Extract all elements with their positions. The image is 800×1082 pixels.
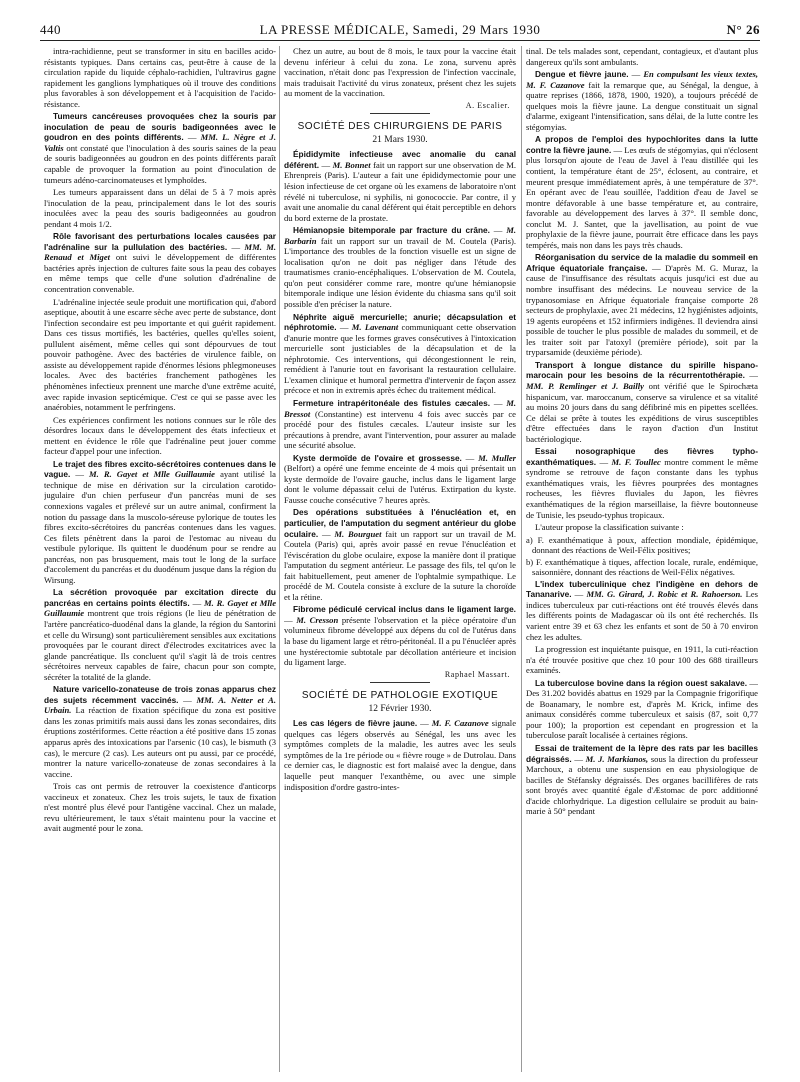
issue-number: N° 26 <box>726 22 760 37</box>
session-date: 21 Mars 1930. <box>372 134 428 145</box>
paragraph-text: La progression est inquiétante puisque, en 1911, la cuti-réaction n'a été trouvée positive que chez 10 pour 100 des 688 tirailleurs examinés. <box>526 644 758 676</box>
body-paragraph <box>284 46 516 99</box>
signature: A. Escalier. <box>465 100 510 110</box>
abstract-paragraph: Nature varicello-zonateuse de trois zonas apparus chez des sujets récemment vaccinés. — MM. A. Netter et A. Urbain. La réaction de fixation spécifique du zona est positive dans les zonas primitifs mais aussi dans les zonas secondaires, dits éruptions zostériformes. Cette réaction a été positive dans 15 zonas apparus après des intoxications par l'arsenic (10 cas), le bismuth (3 cas), le mercure (2 cas). Les auteurs ont pu aussi, par ce procédé, montrer la nature varicello-zonateuse de zonas secondaires à la vaccine. <box>44 684 276 779</box>
abstract-title: Réorganisation du service de la maladie du sommeil en Afrique équatoriale française. <box>526 252 758 273</box>
abstract-title: Dengue et fièvre jaune. <box>535 69 629 80</box>
abstract-paragraph: Hémianopsie bitemporale par fracture du crâne. — M. Barbarin fait un rapport sur un travail de M. Coutela (Paris). L'importance des troubles de la fonction visuelle est un signe de localisation qu'on ne doit pas négliger dans l'étude des traumatismes cranio-encéphaliques. L'observation de M. Coutela, qu'on peut considérer comme rare, montre qu'une hémianopsie bitemporale indique une lésion évidente du chiasma sans qu'il soit possible d'en préciser la nature. <box>284 225 516 310</box>
paragraph-text: ayant utilisé la technique de mise en dérivation sur la circulation carotido-jugulaire d'un chien perfuseur d'un pancréas muni de ses connexions vagales et prélevé sur un autre animal, confirment la notion du passage dans la muscolo-séreuse pylorique de toutes les fibres excito-sécrétoires du pancréas contenues dans les vagues. Ces filets pénètrent dans la paroi de l'estomac au niveau du vestibule pylorique. Ils quittent le duodénum pour se rendre au pancréas, non pas brusquement, mais tout le long de la surface d'accolement du pancréas et du duodénum jusque dans la région du Wirsung. <box>44 469 276 585</box>
abstract-paragraph: Tumeurs cancéreuses provoquées chez la souris par inoculation de peau de souris badigeonnées avec le goudron en des points différents. — MM. L. Nègre et J. Valtis ont constaté que l'inoculation à des souris saines de la peau de souris badigeonnées au goudron en des points différents paraît capable de provoquer la formation au point d'inoculation de tumeurs adéno-carcinomateuses et lymphoïdes. <box>44 111 276 185</box>
signature: Raphael Massart. <box>444 669 510 679</box>
abstract-paragraph: La tuberculose bovine dans la région ouest sakalave. — Des 31.202 bovidés abattus en 1929 par la Compagnie frigorifique de Boanamary, le nombre est, d'après M. Krick, infime des animaux considérés comme tuberculeux et saisis (87, soit 0,77 pour 100); la proportion est cependant en progression et la tuberculose paraît localisée à certaines régions. <box>526 677 758 741</box>
abstract-paragraph: A propos de l'emploi des hypochlorites dans la lutte contre la fièvre jaune. — Les œufs de stégomyias, qui n'éclosent plus lorsqu'on ajoute de l'eau de Javel à l'eau distillée qui les contient, la température étant de 25°, éclosent, au contraire, et meurent presque immédiatement après, à une température de 37°. En opérant avec de l'eau souillée, l'addition d'eau de Javel se montre défavorable à une basse température et, au contraire, favorable au développement des larves à 37°. Il semble donc, conclut M. J. Santet, que la javellisation, au point de vue prophylaxie de la fièvre jaune, pourrait être efficace dans les pays tempérés, mais non dans les pays très chauds. <box>526 134 758 250</box>
abstract-paragraph: La sécrétion provoquée par excitation directe du pancréas en certains points électifs. — M. R. Gayet et Mlle Guillaumie montrent que trois régions (le lieu de pénétration de l'artère pancréatico-duodénal dans la glande, la région du Santorini et celle du Wirsung) sont particulièrement sensibles aux excitations provoquées par le courant direct d'électrodes excitatrices avec la glande pancréatique. Ils concluent qu'il s'agit là de trois centres sécrétoires nerveux capables de faire, chacun pour son compte, sécréter la totalité de la glande. <box>44 587 276 682</box>
abstract-authors: M. Bonnet <box>332 159 371 170</box>
abstract-title: L'index tuberculinique chez l'indigène en dehors de Tananarive. <box>526 578 758 600</box>
body-paragraph <box>526 557 758 578</box>
abstract-title: Hémianopsie bitemporale par fracture du crâne. <box>293 225 490 236</box>
society-heading: SOCIÉTÉ DES CHIRURGIENS DE PARIS <box>297 121 503 133</box>
body-paragraph <box>44 187 276 229</box>
abstract-authors: En compulsant les vieux textes, M. F. Cazanove <box>526 69 758 90</box>
running-header <box>40 22 760 40</box>
paragraph-text: Les tumeurs apparaissent dans un délai de 5 à 7 mois après l'inoculation de la peau, principalement dans le lot des souris inoculées avec la peau des souris badigeonnées au goudron pendant 4 mois 1/2. <box>44 187 276 229</box>
abstract-paragraph: Les cas légers de fièvre jaune. — M. F. Cazanove signale quelques cas légers observés au Sénégal, les uns avec les symptômes complets de la maladie, les autres avec les seuls symptômes de la 1re période ou « fièvre rouge » de Dutrolau. Dans ce dernier cas, le diagnostic est fort malaisé avec la dengue, dans laquelle peut manquer l'exanthème, ou avec une simple indisposition d'ordre gastro-intes- <box>284 718 516 792</box>
paragraph-text: communiquant cette observation d'anurie montre que les formes graves consécutives à l'intoxication mercurielle sont justiciables de la décapsulation et de la néphrotomie. Ces interventions, qui décongestionnent le rein, remédient à l'anurie tout en favorisant la restauration cellulaire. L'examen clinique et humoral permettra d'intervenir de façon assez précoce et non in extremis après échec du traitement médical. <box>284 322 516 396</box>
column-2 <box>284 46 516 1074</box>
abstract-title: Fermeture intrapéritonéale des fistules cæcales. <box>293 397 491 408</box>
abstract-authors: M. F. Toullec <box>611 456 661 467</box>
paragraph-text: Les indices tuberculeux par cuti-réactions ont été trouvés élevés dans les différents points de Madagascar où ils ont été recherchés. Ils varient entre 39 et 63 chez les enfants et sont de 50 à 70 environ chez les adultes. <box>526 589 758 642</box>
abstract-authors: M. R. Gayet et Mlle Guillaumie <box>44 597 276 619</box>
paragraph-text: fait la remarque que, au Sénégal, la dengue, à quatre reprises (1866, 1878, 1900, 1920), a toujours précédé de quelques mois la fièvre jaune. La dengue constituait un signal d'alarme, exigeant l'intensification, sans délai, de la lutte contre les stégomyias. <box>526 79 758 132</box>
section-divider <box>370 682 430 683</box>
body-paragraph <box>44 297 276 413</box>
paragraph-text: b) F. exanthématique à tiques, affection locale, rurale, endémique, saisonnière, donnant des réactions de Weil-Félix négatives. <box>526 556 758 578</box>
abstract-paragraph: Essai de traitement de la lèpre des rats par les bacilles dégraissés. — M. J. Markianos, sous la direction du professeur Marchoux, a obtenu une suspension en eau physiologique de bacilles de Stéfansky dégraissés. Des organes bacillifères de rats sont broyés avec quantité égale d'Æstomac de porc additionné d'acide chlorhydrique. La digestion cellulaire se produit au bain-marie à 50° pendant <box>526 743 758 817</box>
abstract-paragraph: Kyste dermoïde de l'ovaire et grossesse. — M. Muller (Belfort) a opéré une femme enceinte de 4 mois qui présentait un kyste dermoïde de l'ovaire gauche, inclus dans le ligament large dont le volume dépassait celui de l'utérus. Extirpation du kyste. Fausse couche consécutive 7 heures après. <box>284 452 516 505</box>
abstract-title: Nature varicello-zonateuse de trois zonas apparus chez des sujets récemment vaccinés. <box>44 684 276 705</box>
paragraph-text: L'auteur propose la classification suivante : <box>535 522 684 533</box>
abstract-title: Transport à longue distance du spirille hispano-marocain pour les besoins de la récurrentothérapie. <box>526 359 758 381</box>
body-paragraph <box>44 415 276 457</box>
abstract-title: A propos de l'emploi des hypochlorites dans la lutte contre la fièvre jaune. <box>526 134 758 155</box>
paragraph-text: Des 31.202 bovidés abattus en 1929 par la Compagnie frigorifique de Boanamary, le nombre est, d'après M. Krick, infime des animaux considérés comme tuberculeux et saisis (87, soit 0,77 pour 100); la proportion est cependant en progression et la tuberculose paraît localisée à certaines régions. <box>526 688 758 741</box>
abstract-title: Tumeurs cancéreuses provoquées chez la souris par inoculation de peau de souris badigeonnées avec le goudron en des points différents. <box>44 111 276 143</box>
abstract-title: Essai nosographique des fièvres typho-exanthématiques. <box>526 446 758 467</box>
abstract-authors: MM. A. Netter et A. Urbain. <box>44 694 276 716</box>
abstract-authors: M. Bressot <box>284 397 516 419</box>
paragraph-text: ont constaté que l'inoculation à des souris saines de la peau de souris badigeonnées au goudron en des points différents paraît capable de provoquer la formation au point d'inoculation de tumeurs adéno-carcinomateuses et lymphoïdes. <box>44 142 276 185</box>
abstract-title: La tuberculose bovine dans la région ouest sakalave. <box>535 677 747 688</box>
abstract-title: La sécrétion provoquée par excitation directe du pancréas en certains points électifs. <box>44 587 276 608</box>
abstract-authors: MM. P. Remlinger et J. Bailly <box>526 380 644 391</box>
body-paragraph <box>526 46 758 67</box>
abstract-authors: MM. L. Nègre et J. Valtis <box>44 132 276 153</box>
paragraph-text: La réaction de fixation spécifique du zona est positive dans les zonas primitifs mais aussi dans les zonas secondaires, dits éruptions zostériformes. Cette réaction a été positive dans 15 zonas apparus après des intoxications par l'arsenic (10 cas), le bismuth (3 cas), le mercure (2 cas). Les auteurs ont pu aussi, par ce procédé, montrer la nature varicello-zonateuse de zonas secondaires à la vaccine. <box>44 705 276 779</box>
abstract-paragraph: Des opérations substituées à l'énucléation et, en particulier, de l'amputation du segment antérieur du globe oculaire. — M. Bourguet fait un rapport sur un travail de M. Coutela (Paris) qui, après avoir passé en revue l'énucléation et l'éviscération du globe oculaire, expose la manière dont il pratique l'amputation du segment antérieur. Le passage des fils, tel qu'on le fait habituellement, peut amener de l'ophtalmie sympathique. Le procédé de M. Coutela consiste à exclure de la suture la choroïde et la rétine. <box>284 507 516 602</box>
body-paragraph <box>526 644 758 676</box>
abstract-title: Le trajet des fibres excito-sécrétoires contenues dans le vague. <box>44 458 276 480</box>
body-paragraph <box>526 535 758 556</box>
journal-title: LA PRESSE MÉDICALE, Samedi, 29 Mars 1930 <box>259 22 541 37</box>
abstract-paragraph: Fibrome pédiculé cervical inclus dans le ligament large. — M. Cresson présente l'observation et la pièce opératoire d'un volumineux fibrome développé aux dépens du col de l'utérus dans la base du ligament large et rétro-péritonéal. Il a pu l'énucléer après une hystérectomie subtotale par décollation antérieure et incision du ligament large. <box>284 604 516 668</box>
body-paragraph <box>44 46 276 109</box>
paragraph-text: (Constantine) est intervenu 4 fois avec succès par ce procédé pour des fistules cæcales. L'auteur insiste sur les précautions à prendre, avant l'intervention, pour assurer au malade une sécurité absolue. <box>284 408 516 451</box>
paragraph-text: fait un rapport sur un travail de M. Coutela (Paris). L'importance des troubles de la fonction visuelle est un signe de localisation qu'on ne doit pas négliger dans l'étude des traumatismes cranio-encéphaliques. L'observation de M. Coutela, qu'on peut considérer comme rare, montre qu'une hémianopsie bitemporale indique une lésion évidente du chiasma sans qu'il soit possible d'en préciser la nature. <box>284 235 516 310</box>
paragraph-text: fait un rapport sur une observation de M. Ehrenpreis (Paris). L'auteur a fait une épididymectomie pour une lésion infectieuse de cet organe où les examens de laboratoire n'ont révélé ni tuberculose, ni syphilis, ni gonococcie. Par contre, il y avait une anomalie du canal déférent qui était perceptible en dehors du bord externe de la prostate. <box>284 159 516 223</box>
abstract-authors: M. Lavenant <box>351 322 399 333</box>
abstract-paragraph: Dengue et fièvre jaune. — En compulsant les vieux textes, M. F. Cazanove fait la remarque que, au Sénégal, la dengue, à quatre reprises (1866, 1878, 1900, 1920), a toujours précédé de quelques mois la fièvre jaune. La dengue constituait un signal d'alarme, exigeant l'intensification, sans délai, de la lutte contre les stégomyias. <box>526 69 758 132</box>
paragraph-text: fait un rapport sur un travail de M. Coutela (Paris) qui, après avoir passé en revue l'énucléation et l'éviscération du globe oculaire, expose la manière dont il pratique l'amputation du segment antérieur. Le passage des fils, tel qu'on le fait habituellement, peut amener de l'ophtalmie sympathique. Le procédé de M. Coutela consiste à exclure de la suture la choroïde et la rétine. <box>284 528 516 602</box>
paragraph-text: présente l'observation et la pièce opératoire d'un volumineux fibrome développé aux dépens du col de l'utérus dans la base du ligament large et rétro-péritonéal. Il a pu l'énucléer après une hystérectomie subtotale par décollation antérieure et incision du ligament large. <box>284 614 516 668</box>
paragraph-text: Les œufs de stégomyias, qui n'éclosent plus lorsqu'on ajoute de l'eau de Javel à l'eau distillée qui les contient, la température étant de 25°, éclosent, au contraire, et meurent presque immédiatement après, à une température de 37°. En opérant avec de l'eau souillée, l'addition d'eau de Javel se montre défavorable à une basse température et, au contraire, favorable au développement des larves à 37°. Il semble donc, conclut M. J. Santet, que la javellisation, au point de vue prophylaxie de la fièvre jaune, pourrait être efficace dans les pays tempérés, mais non dans les pays très chauds. <box>526 144 758 250</box>
abstract-authors: MM. G. Girard, J. Robic et R. Rahoerson. <box>586 589 743 600</box>
abstract-paragraph: Le trajet des fibres excito-sécrétoires contenues dans le vague. — M. R. Gayet et Mlle Guillaumie ayant utilisé la technique de mise en dérivation sur la circulation carotido-jugulaire d'un chien perfuseur d'un pancréas muni de ses connexions vagales et prélevé sur un autre animal, confirment la notion du passage dans la muscolo-séreuse pylorique de toutes les fibres excito-sécrétoires du pancréas contenues dans les vagues. Ces filets pénètrent dans la paroi de l'estomac au niveau du vestibule pylorique. Ils quittent le duodénum pour se rendre au pancréas, non pas brusquement, mais tout le long de la surface d'accolement du pancréas et du duodénum jusque dans la région du Wirsung. <box>44 458 276 585</box>
paragraph-text: (Belfort) a opéré une femme enceinte de 4 mois qui présentait un kyste dermoïde de l'ovaire gauche, inclus dans le ligament large dont le volume dépassait celui de l'utérus. Extirpation du kyste. Fausse couche consécutive 7 heures après. <box>284 463 516 505</box>
paragraph-text: sous la direction du professeur Marchoux, a obtenu une suspension en eau physiologique de bacilles de Stéfansky dégraissés. Des organes bacillifères de rats sont broyés avec quantité égale d'Æstomac de porc additionné d'acide chlorhydrique. La digestion cellulaire se produit au bain-marie à 50° pendant <box>526 753 758 817</box>
body-paragraph <box>44 781 276 834</box>
abstract-title: Néphrite aiguë mercurielle; anurie; décapsulation et néphrotomie. <box>284 311 516 333</box>
paragraph-text: a) F. exanthématique à poux, affection mondiale, épidémique, donnant des réactions de Weil-Félix positives; <box>526 534 758 556</box>
abstract-paragraph: Rôle favorisant des perturbations locales causées par l'adrénaline sur la pullulation des bactéries. — MM. M. Renaud et Miget ont suivi le développement de différentes bactéries après injection de cultures faite sous la peau des cobayes en même temps que celle d'une solution d'adrénaline de concentration convenable. <box>44 231 276 295</box>
abstract-paragraph: Essai nosographique des fièvres typho-exanthématiques. — M. F. Toullec montre comment le même syndrome se retrouve de façon constante dans les typhus exanthématiques vrais, les fièvres pourprées des montagnes rocheuses, les fièvres fluviales du Japon, les fièvres exanthématiques de la région marseillaise, la fièvre boutonneuse de Tunisie, les pseudo-typhus tropicaux. <box>526 446 758 520</box>
abstract-paragraph: L'index tuberculinique chez l'indigène en dehors de Tananarive. — MM. G. Girard, J. Robic et R. Rahoerson. Les indices tuberculeux par cuti-réactions ont été trouvés élevés dans les différents points de Madagascar où ils ont été recherchés. Ils varient entre 39 et 63 chez les enfants et sont de 50 à 70 environ chez les adultes. <box>526 578 758 642</box>
abstract-authors: MM. M. Renaud et Miget <box>44 241 276 263</box>
paragraph-text: D'après M. G. Muraz, la cause de l'insuffisance des résultats acquis jusqu'ici est due au nombre insuffisant des médecins. Le nouveau service de la trypanosomiase en Afrique équatoriale française comporte 28 secteurs de prophylaxie, avec 21 médecins, 12 hygiénistes adjoints, 19 agents européens et 152 infirmiers indigènes. Il deviendra ainsi possible de toucher le plus possible de malades du sommeil, et de les traiter soit par l'atoxyl (première période), soit par la tryparsamide (deuxième période). <box>526 262 758 358</box>
abstract-authors: M. Barbarin <box>284 225 516 246</box>
body-paragraph <box>526 522 758 533</box>
paragraph-text: signale quelques cas légers observés au Sénégal, les uns avec les symptômes complets de la maladie, les autres avec les seuls symptômes de la 1re période ou « fièvre rouge » de Dutrolau. Dans ce dernier cas, le diagnostic est fort malaisé avec la dengue, dans laquelle peut manquer l'exanthème, ou avec une simple indisposition d'ordre gastro-intes- <box>284 718 516 792</box>
column-1 <box>44 46 276 1074</box>
society-heading: SOCIÉTÉ DE PATHOLOGIE EXOTIQUE <box>301 690 499 702</box>
abstract-paragraph: Épididymite infectieuse avec anomalie du canal déférent. — M. Bonnet fait un rapport sur une observation de M. Ehrenpreis (Paris). L'auteur a fait une épididymectomie pour une lésion infectieuse de cet organe où les examens de laboratoire n'ont révélé ni tuberculose, ni syphilis, ni gonococcie. Par contre, il y avait une anomalie du canal déférent qui était perceptible en dehors du bord externe de la prostate. <box>284 149 516 223</box>
abstract-title: Essai de traitement de la lèpre des rats par les bacilles dégraissés. <box>526 743 758 764</box>
paragraph-text: montrent que trois régions (le lieu de pénétration de l'artère pancréatico-duodénal dans la glande, la région du Santorini et celle du Wirsung) sont particulièrement sensibles aux excitations provoquées par le courant direct d'électrodes excitatrices avec la glande pancréatique. Ils concluent qu'il s'agit là de trois centres sécrétoires nerveux capables de faire, chacun pour son compte, sécréter la totalité de la glande. <box>44 608 276 682</box>
column-3 <box>526 46 758 1074</box>
session-date: 12 Février 1930. <box>368 703 432 714</box>
abstract-title: Kyste dermoïde de l'ovaire et grossesse. <box>293 452 462 463</box>
paragraph-text: Trois cas ont permis de retrouver la coexistence d'anticorps vaccineux et zonateux. Chez les trois sujets, le taux de fixation n'est montré plus élevé pour l'antigène vaccinal. Chez un malade, revu ultérieurement, le taux s'était maintenu pour la vaccine et avait augmenté pour le zona. <box>44 781 276 834</box>
abstract-title: Les cas légers de fièvre jaune. <box>293 718 418 729</box>
abstract-paragraph: Néphrite aiguë mercurielle; anurie; décapsulation et néphrotomie. — M. Lavenant communiquant cette observation d'anurie montre que les formes graves consécutives à l'intoxication mercurielle sont justiciables de la décapsulation et de la néphrotomie. Ces interventions, qui décongestionnent le rein, remédient à l'anurie tout en favorisant la restauration cellulaire. L'examen clinique et humoral permettra d'intervenir de façon assez précoce et non in extremis après échec du traitement médical. <box>284 311 516 396</box>
paragraph-text: ont suivi le développement de différentes bactéries après injection de cultures faite sous la peau des cobayes en même temps que celle d'une solution d'adrénaline de concentration convenable. <box>44 252 276 295</box>
abstract-title: Des opérations substituées à l'énucléation et, en particulier, de l'amputation du segment antérieur du globe oculaire. <box>284 507 516 539</box>
abstract-authors: M. J. Markianos, <box>585 753 649 764</box>
abstract-authors: M. Muller <box>478 452 516 463</box>
abstract-title: Fibrome pédiculé cervical inclus dans le ligament large. <box>293 604 516 615</box>
abstract-authors: M. F. Cazanove <box>431 718 489 729</box>
abstract-paragraph: Transport à longue distance du spirille hispano-marocain pour les besoins de la récurrentothérapie. — MM. P. Remlinger et J. Bailly ont vérifié que le Spirochæta hispanicum, var. maroccanum, conserve sa virulence et sa vitalité au moins 20 jours dans du sang défibriné mis en pipettes scellées. Ce délai se prête à toutes les expéditions de virus susceptibles d'être effectuées dans le rayon d'action d'un Institut bactériologique. <box>526 359 758 444</box>
abstract-paragraph: Fermeture intrapéritonéale des fistules cæcales. — M. Bressot (Constantine) est intervenu 4 fois avec succès par ce procédé pour des fistules cæcales. L'auteur insiste sur les précautions à prendre, avant l'intervention, pour assurer au malade une sécurité absolue. <box>284 397 516 451</box>
abstract-authors: M. R. Gayet et Mlle Guillaumie <box>89 469 215 480</box>
paragraph-text: ont vérifié que le Spirochæta hispanicum, var. maroccanum, conserve sa virulence et sa vitalité au moins 20 jours dans du sang défibriné mis en pipettes scellées. Ce délai se prête à toutes les expéditions de virus susceptibles d'être effectuées dans le rayon d'action d'un Institut bactériologique. <box>526 380 758 444</box>
column-divider <box>279 46 280 1072</box>
section-divider <box>370 113 430 114</box>
page-number: 440 <box>40 22 61 37</box>
paragraph-text: Ces expériences confirment les notions connues sur le rôle des désordres locaux dans le développement des états infectieux et mettent en évidence le rôle que l'adrénaline peut jouer comme facteur d'appel pour une infection. <box>44 414 276 457</box>
paragraph-text: Chez un autre, au bout de 8 mois, le taux pour la vaccine était devenu inférieur à celui du zona. Le zona, survenu après vaccination, n'était donc pas l'expression de l'infection vaccinale, mais traduisait l'activité du virus zonateux, présent chez les sujets au moment de la vaccination. <box>284 46 516 99</box>
header-rule <box>40 40 760 41</box>
paragraph-text: tinal. De tels malades sont, cependant, contagieux, et d'autant plus dangereux qu'ils sont ambulants. <box>526 46 758 67</box>
abstract-authors: M. Bourguet <box>334 528 382 539</box>
abstract-paragraph: Réorganisation du service de la maladie du sommeil en Afrique équatoriale française. — D'après M. G. Muraz, la cause de l'insuffisance des résultats acquis jusqu'ici est due au nombre insuffisant des médecins. Le nouveau service de la trypanosomiase en Afrique équatoriale française comporte 28 secteurs de prophylaxie, avec 21 médecins, 12 hygiénistes adjoints, 19 agents européens et 152 infirmiers indigènes. Il deviendra ainsi possible de toucher le plus possible de malades du sommeil, et de les traiter soit par l'atoxyl (première période), soit par la tryparsamide (deuxième période). <box>526 252 758 358</box>
abstract-authors: M. Cresson <box>296 614 339 625</box>
paragraph-text: intra-rachidienne, peut se transformer in situ en bacilles acido-résistants typiques. Dans certains cas, peut-être à cause de la circulation rapide du liquide céphalo-rachidien, l'ultravirus gagne rapidement les ganglions lymphatiques où il trouve des conditions plus favorables à son développement et à l'acquisition de l'acido-résistance. <box>44 46 276 109</box>
paragraph-text: L'adrénaline injectée seule produit une mortification qui, d'abord aseptique, aboutit à une escarre sèche avec perte de substance, dont l'infection secondaire est peu importante et qui guérit rapidement. Dans ces tissus mortifiés, les bactéries, quelles qu'elles soient, pullulent aisément, même celles qui sont dépourvues de tout pouvoir pathogène. Avec des bactéries de virulence faible, on assiste au développement rapide d'énormes lésions phlegmoneuses locales. Avec des bactéries franchement pathogènes les phénomènes infectieux prennent une marche d'une extrême acuité, avec rapide invasion septicémique. C'est ce qui se passe avec les anaérobies, notamment le perfringens. <box>44 296 276 413</box>
abstract-title: Épididymite infectieuse avec anomalie du canal déférent. <box>284 149 516 170</box>
paragraph-text: montre comment le même syndrome se retrouve de façon constante dans les typhus exanthématiques vrais, les fièvres pourprées des montagnes rocheuses, les fièvres fluviales du Japon, les fièvres exanthématiques de la région marseillaise, la fièvre boutonneuse de Tunisie, les pseudo-typhus tropicaux. <box>526 456 758 520</box>
abstract-title: Rôle favorisant des perturbations locales causées par l'adrénaline sur la pullulation des bactéries. <box>44 231 276 252</box>
column-divider <box>521 46 522 1072</box>
